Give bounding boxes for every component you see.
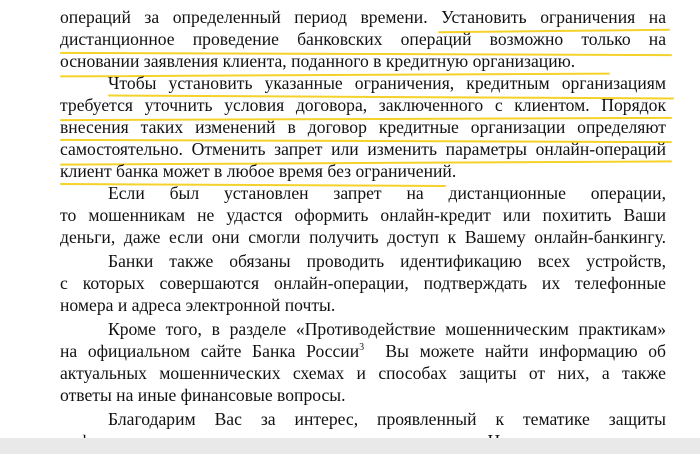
text-segment: Вы можете найти информацию об: [385, 341, 667, 361]
footnote-mark: 3: [359, 342, 365, 354]
text-line: самостоятельно. Отменить запрет или изменить параметры онлайн-операций: [60, 139, 666, 159]
text-line: Чтобы установить указанные ограничения, кредитным организациям: [108, 73, 666, 93]
page-bottom-strip: [0, 438, 700, 454]
text-line: Банки также обязаны проводить идентификацию всех устройств,: [108, 251, 666, 271]
text-line: Благодарим Вас за интерес, проявленный к тематике защиты: [108, 409, 666, 429]
text-segment: на официальном сайте Банка России: [60, 341, 360, 361]
text-line: Если был установлен запрет на дистанционные операции,: [108, 183, 666, 203]
text-line: ответы на иные финансовые вопросы.: [60, 385, 346, 405]
text-line: дистанционное проведение банковских операций возможно только на: [60, 29, 666, 49]
text-line: деньги, даже если они смогли получить доступ к Вашему онлайн-банкингу.: [60, 227, 666, 247]
text-line: клиент банка может в любое время без ограничений.: [60, 161, 457, 181]
text-line: то мошенникам не удастся оформить онлайн-кредит или похитить Ваши: [60, 205, 666, 225]
text-line: с которых совершаются онлайн-операции, подтверждать их телефонные: [60, 273, 666, 293]
text-line: актуальных мошеннических схемах и способах защиты от них, а также: [60, 363, 666, 383]
text-line: Кроме того, в разделе «Противодействие мошенническим практикам»: [108, 319, 666, 339]
text-line: [60, 340, 666, 362]
text-line: номера и адреса электронной почты.: [60, 295, 336, 315]
text-line: операций за определенный период времени. Установить ограничения на: [60, 7, 666, 27]
text-line: требуется уточнить условия договора, заключенного с клиентом. Порядок: [60, 95, 666, 115]
text-line: внесения таких изменений в договор кредитные организации определяют: [60, 117, 666, 137]
text-line: основании заявления клиента, поданного в кредитную организацию.: [60, 51, 576, 71]
